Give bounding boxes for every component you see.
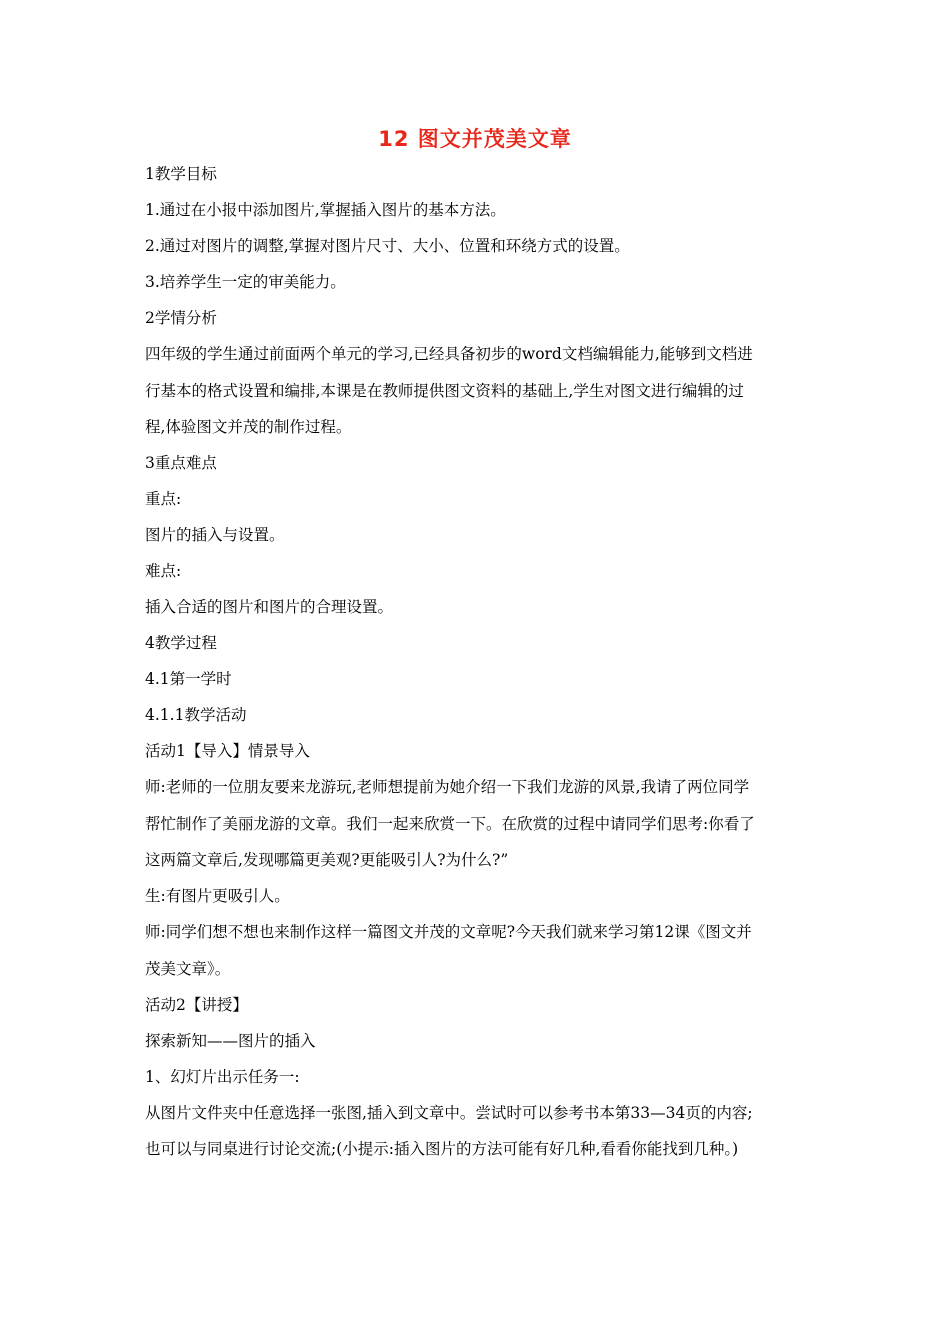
document-title: 12 图文并茂美文章 (378, 127, 572, 151)
document-body (145, 163, 810, 1160)
activity-heading: 活动2【讲授】 (145, 995, 248, 1014)
paragraph-line: 插入合适的图片和图片的合理设置。 (145, 598, 394, 616)
objective-item: 3.培养学生一定的审美能力。 (145, 273, 346, 291)
subsection-heading: 4.1.1教学活动 (145, 706, 247, 724)
paragraph-line: 程,体验图文并茂的制作过程。 (145, 418, 352, 436)
paragraph-line: 从图片文件夹中任意选择一张图,插入到文章中。尝试时可以参考书本第33—34页的内容; (145, 1103, 753, 1122)
paragraph-line: 这两篇文章后,发现哪篇更美观?更能吸引人?为什么?” (145, 851, 509, 869)
section-heading-process: 4教学过程 (145, 634, 217, 652)
paragraph-line: 也可以与同桌进行讨论交流;(小提示:插入图片的方法可能有好几种,看看你能找到几种。) (145, 1140, 739, 1158)
paragraph-line: 四年级的学生通过前面两个单元的学习,已经具备初步的word文档编辑能力,能够到文档进 (145, 345, 753, 363)
section-heading-key-points: 3重点难点 (145, 454, 217, 472)
objective-item: 2.通过对图片的调整,掌握对图片尺寸、大小、位置和环绕方式的设置。 (145, 237, 630, 255)
paragraph-line: 生:有图片更吸引人。 (145, 887, 290, 905)
paragraph-line: 图片的插入与设置。 (145, 526, 285, 544)
label-key-point: 重点: (145, 490, 182, 508)
paragraph-line: 1、幻灯片出示任务一: (145, 1067, 300, 1086)
section-heading-analysis: 2学情分析 (145, 309, 217, 327)
subsection-heading: 4.1第一学时 (145, 670, 232, 688)
paragraph-line: 师:老师的一位朋友要来龙游玩,老师想提前为她介绍一下我们龙游的风景,我请了两位同学 (145, 778, 750, 796)
paragraph-line: 探索新知——图片的插入 (145, 1031, 316, 1050)
paragraph-line: 行基本的格式设置和编排,本课是在教师提供图文资料的基础上,学生对图文进行编辑的过 (145, 381, 744, 400)
paragraph-line: 茂美文章》。 (145, 959, 231, 978)
activity-heading: 活动1【导入】情景导入 (145, 742, 310, 760)
paragraph-line: 帮忙制作了美丽龙游的文章。我们一起来欣赏一下。在欣赏的过程中请同学们思考:你看了 (145, 814, 755, 833)
label-difficulty: 难点: (145, 562, 182, 580)
paragraph-line: 师:同学们想不想也来制作这样一篇图文并茂的文章呢?今天我们就来学习第12课《图文并 (145, 923, 752, 941)
objective-item: 1.通过在小报中添加图片,掌握插入图片的基本方法。 (145, 201, 506, 219)
section-heading-objectives: 1教学目标 (145, 165, 217, 183)
